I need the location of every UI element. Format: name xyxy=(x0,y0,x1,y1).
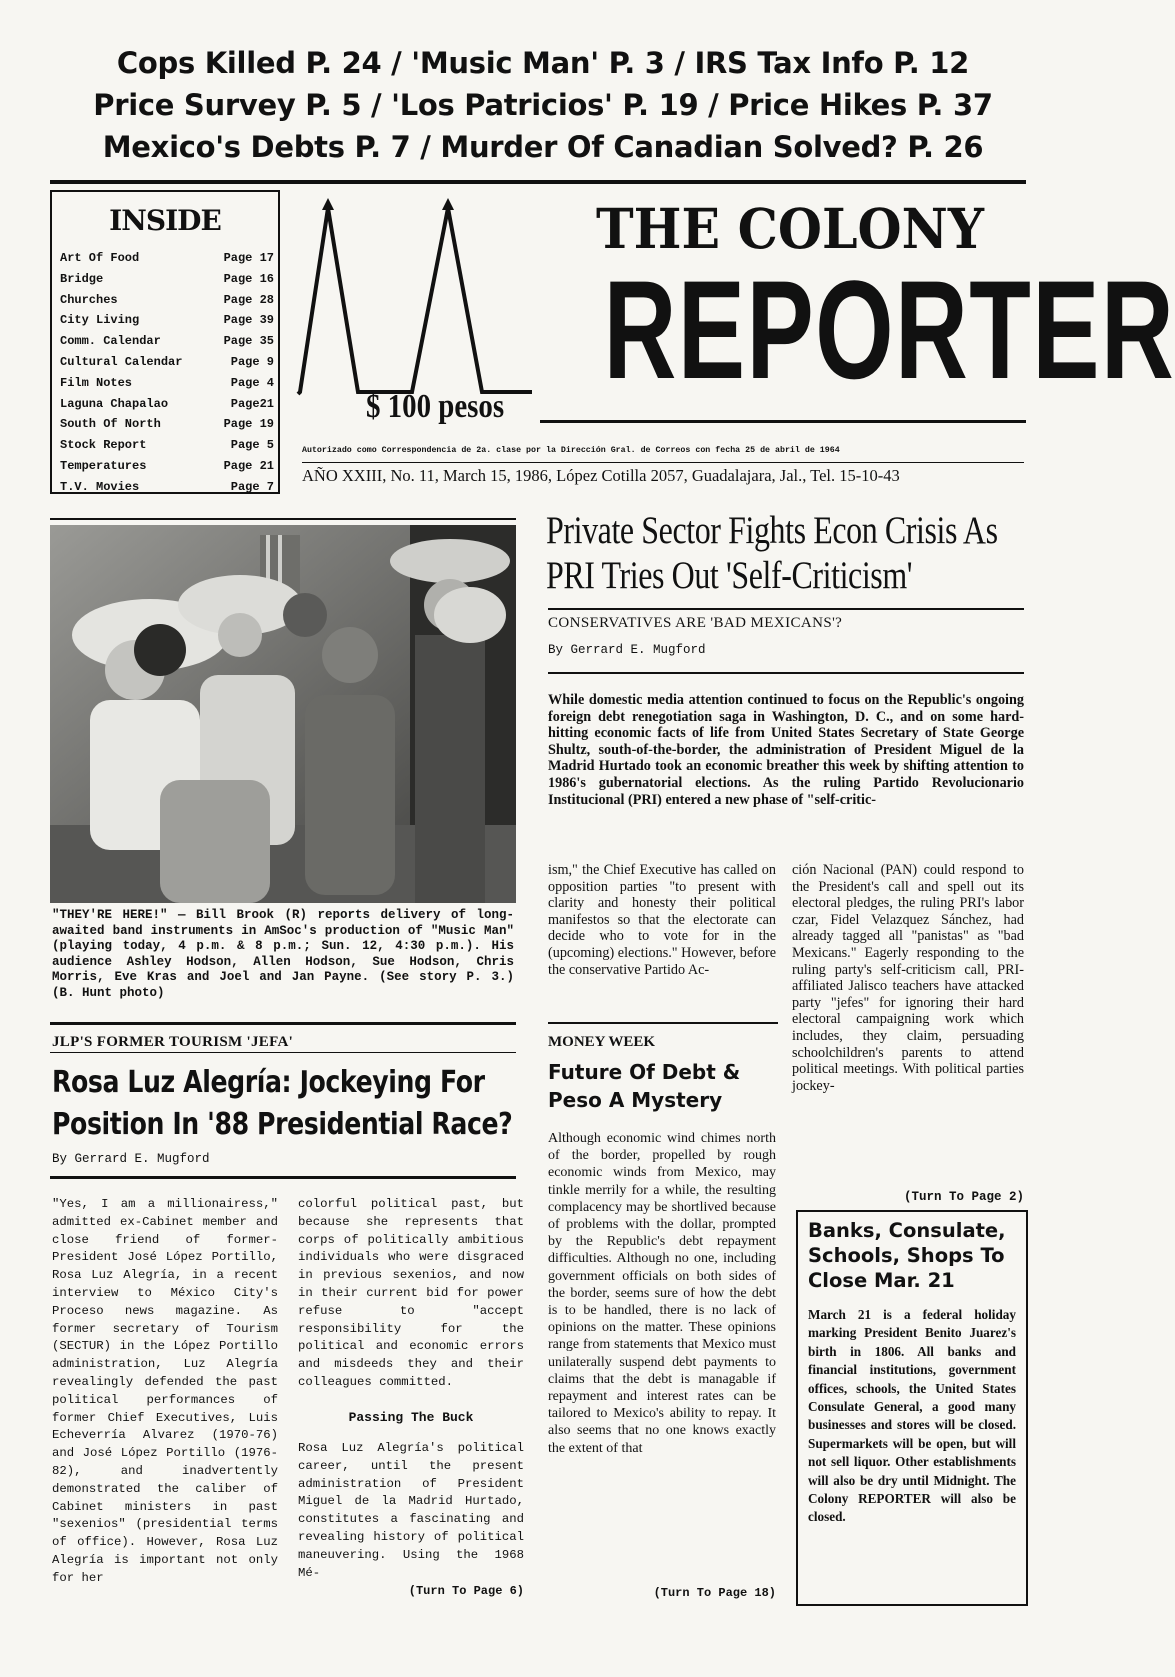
masthead-title-line1: THE COLONY xyxy=(595,196,985,261)
main-byline: By Gerrard E. Mugford xyxy=(548,643,706,657)
inside-item-page: Page 39 xyxy=(223,313,274,328)
inside-item xyxy=(60,331,274,352)
inside-item-page: Page 28 xyxy=(223,292,274,307)
photo-caption: "THEY'RE HERE!" — Bill Brook (R) reports delivery of long-awaited band instruments in AmSoc's production of "Music Man" (playing today, 4 p.m. & 8 p.m.; Sun. 12, 4:30 p.m.). His audience Ashley Hodson, Allen Hodson, Sue Hodson, Chris Morris, Eve Kras and Joel and Jan Payne. (See story P. 3.) (B. Hunt photo) xyxy=(52,908,514,1000)
music-man-photo xyxy=(50,525,516,903)
inside-item-label: City Living xyxy=(60,313,140,328)
inside-item-label: Stock Report xyxy=(60,438,147,453)
inside-item xyxy=(60,477,274,498)
inside-item-label: Cultural Calendar xyxy=(60,354,183,369)
money-week-top-rule xyxy=(548,1022,778,1024)
rosa-byline: By Gerrard E. Mugford xyxy=(52,1152,210,1166)
top-rule xyxy=(50,180,1026,184)
inside-item xyxy=(60,373,274,394)
main-kicker: CONSERVATIVES ARE 'BAD MEXICANS'? xyxy=(548,615,843,631)
inside-item xyxy=(60,456,274,477)
inside-item-label: Art Of Food xyxy=(60,251,140,265)
main-column-2: ción Nacional (PAN) could respond to the President's call and spell out its electoral pledges, the ruling PRI's labor czar, Fidel Velazquez Sánchez, had already tagged all "panistas" as "bad Mexicans." Eagerly responding to the ruling party's self-criticism call, PRI-affiliated Jalisco teachers have attacked party "jefes" for ignoring their hard electoral campaigning work which includes, they claim, persuading schoolchildren's parents to attend political meetings. With political parties jockey- xyxy=(792,862,1024,1094)
inside-item xyxy=(60,290,274,311)
inside-item-page: Page 17 xyxy=(223,251,274,265)
inside-item-label: Churches xyxy=(60,292,118,307)
inside-item-page: Page 35 xyxy=(223,334,274,349)
inside-item xyxy=(60,310,274,331)
rosa-byline-rule xyxy=(50,1176,516,1179)
rosa-kicker-rule xyxy=(50,1052,516,1053)
inside-index-box xyxy=(50,190,280,494)
inside-item-label: Film Notes xyxy=(60,375,133,390)
inside-title: INSIDE xyxy=(109,204,221,237)
inside-item-label: Bridge xyxy=(60,271,104,286)
main-headline: Private Sector Fights Econ Crisis As PRI Tries Out 'Self-Criticism' xyxy=(546,509,998,597)
inside-item-page: Page 5 xyxy=(230,438,274,453)
inside-item-label: South Of North xyxy=(60,417,161,432)
photo-top-rule xyxy=(50,518,516,520)
inside-item xyxy=(60,394,274,415)
teaser-line-1: Cops Killed P. 24 / 'Music Man' P. 3 / IRS Tax Info P. 12 xyxy=(116,46,970,80)
main-lead-paragraph: While domestic media attention continued to focus on the Republic's ongoing foreign debt renegotiation saga in Washington, D. C., and on some hard-hitting economic facts of life from United States Secretary of State George Shultz, south-of-the-border, the administration of President Miguel de la Madrid Hurtado took an economic breather this week by shifting attention to 1986's gubernatorial elections. As the ruling Partido Revolucionario Institucional (PRI) entered a new phase of "self-critic- xyxy=(548,692,1024,808)
inside-item-page: Page 19 xyxy=(223,417,274,432)
masthead-title-line2: REPORTER xyxy=(603,251,1175,408)
main-byline-rule xyxy=(548,672,1024,674)
teaser-line-3: Mexico's Debts P. 7 / Murder Of Canadian Solved? P. 26 xyxy=(102,130,984,164)
teaser-line-2: Price Survey P. 5 / 'Los Patricios' P. 19 / Price Hikes P. 37 xyxy=(93,88,993,122)
inside-item xyxy=(60,435,274,456)
rosa-column-2a: colorful political past, but because she represents that corps of politically ambitious individuals who were disgraced in previous sexenios, and now in their current bid for power refuse to "accept responsibility for the political and economic errors and misdeeds they and their colleagues committed. xyxy=(298,1197,524,1389)
banks-body: March 21 is a federal holiday marking President Benito Juarez's birth in 1806. All banks and financial institutions, government offices, schools, the United States Consulate General, a good many businesses and stores will be closed. Supermarkets will be open, but will not sell liquor. Other establishments will also be dry until Midnight. The Colony REPORTER will also be closed. xyxy=(808,1307,1016,1525)
rosa-headline: Rosa Luz Alegría: Jockeying For Position In '88 Presidential Race? xyxy=(52,1065,513,1142)
inside-item-page: Page 16 xyxy=(223,271,274,286)
money-week-continued-line: (Turn To Page 18) xyxy=(653,1586,776,1600)
banks-headline: Banks, Consulate, Schools, Shops To Close Mar. 21 xyxy=(808,1219,1006,1292)
inside-item-page: Page21 xyxy=(230,396,274,411)
inside-item-label: Laguna Chapalao xyxy=(60,396,169,411)
dateline-rule xyxy=(302,462,1024,463)
inside-item-label: T.V. Movies xyxy=(60,479,140,494)
inside-item-page: Page 21 xyxy=(223,458,274,473)
rosa-column-2b: Rosa Luz Alegría's political career, until the present administration of President Miguel de la Madrid Hurtado, constitutes a fascinating and revealing history of political maneuvering. Using the 1968 Mé- xyxy=(298,1441,524,1580)
rosa-column-1: "Yes, I am a millionairess," admitted ex-Cabinet member and close friend of former-President José López Portillo, Rosa Luz Alegría, in a recent interview to México City's Proceso news magazine. As former secretary of Tourism (SECTUR) in the López Portillo administration, Luz Alegría revealingly defended the past political performances of former Chief Executives, Luis Echeverría Alvarez (1970-76) and José López Portillo (1976-82), and inadvertently demonstrated the caliber of Cabinet ministers in past "sexenios" (presidential terms of office). However, Rosa Luz Alegría is important not only for her xyxy=(52,1197,278,1585)
money-week-headline: Future Of Debt & Peso A Mystery xyxy=(548,1060,741,1112)
money-week-body: Although economic wind chimes north of the border, propelled by rough economic winds from Mexico, may tinkle merrily for a while, the resulting complacency may be shortlived because of problems with the dollar, prompted by the Republic's debt repayment difficulties. Although no one, including government officials on both sides of the border, seems sure of how the debt is to be handled, there is no lack of opinions on the matter. These opinions range from statements that Mexico must unilaterally suspend debt payments to claims that the debt is managable if repayment and interest rates can be tailored to Mexico's ability to repay. It also seems that no one knows exactly the extent of that xyxy=(548,1131,776,1456)
inside-item xyxy=(60,352,274,373)
main-continued-line: (Turn To Page 2) xyxy=(903,1190,1024,1204)
rosa-kicker: JLP'S FORMER TOURISM 'JEFA' xyxy=(52,1034,294,1050)
money-week-kicker: MONEY WEEK xyxy=(548,1034,656,1050)
price-label: $ 100 pesos xyxy=(366,388,505,425)
inside-item-label: Temperatures xyxy=(60,458,147,473)
banks-closing-box xyxy=(796,1210,1028,1606)
inside-item xyxy=(60,414,274,435)
inside-item xyxy=(60,248,274,269)
inside-item-label: Comm. Calendar xyxy=(60,334,161,349)
main-kicker-rule xyxy=(548,608,1024,610)
masthead-underline xyxy=(540,420,1026,423)
inside-item-page: Page 4 xyxy=(230,375,274,390)
inside-item-page: Page 9 xyxy=(230,354,274,369)
inside-item xyxy=(60,269,274,290)
inside-item-page: Page 7 xyxy=(230,479,274,494)
main-column-1: ism," the Chief Executive has called on opposition parties "to present with clarity and honesty their political manifestos so that the electorate can decide who to vote for in the (upcoming) elections." However, before the conservative Partido Ac- xyxy=(548,862,776,978)
rosa-continued-line: (Turn To Page 6) xyxy=(408,1584,524,1598)
rosa-top-rule xyxy=(50,1022,516,1025)
postal-authorization: Autorizado como Correspondencia de 2a. clase por la Dirección Gral. de Correos con fecha 25 de abril de 1964 xyxy=(302,446,840,455)
rosa-subhead: Passing The Buck xyxy=(348,1410,474,1425)
inside-list xyxy=(60,248,274,498)
dateline: AÑO XXIII, No. 11, March 15, 1986, López Cotilla 2057, Guadalajara, Jal., Tel. 15-10-43 xyxy=(302,466,900,485)
